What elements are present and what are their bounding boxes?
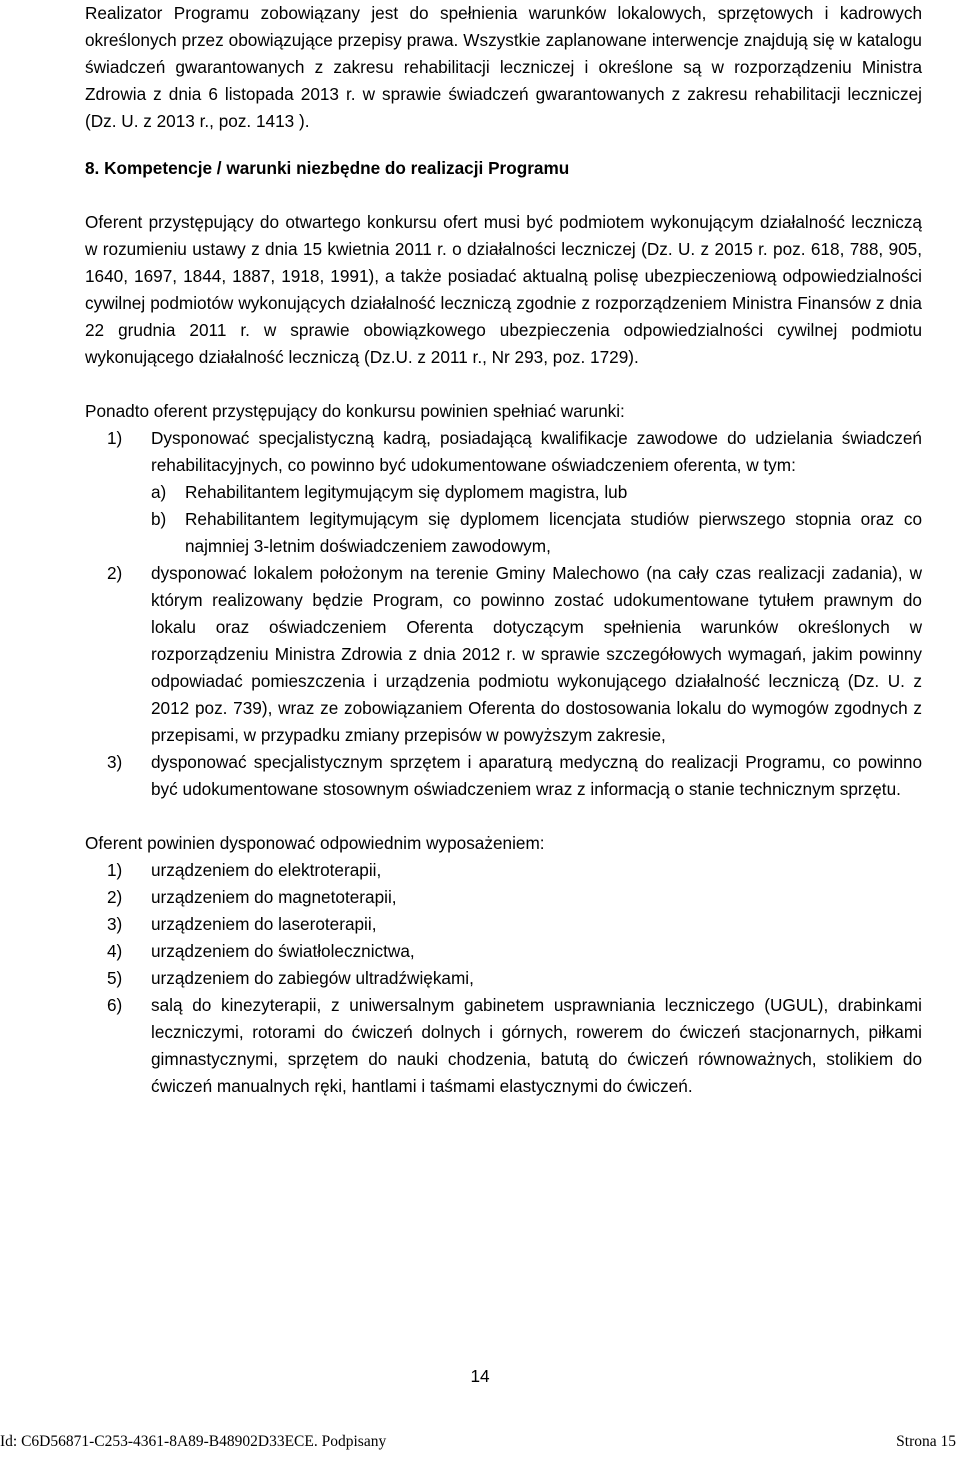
condition-text: Dysponować specjalistyczną kadrą, posiadającą kwalifikacje zawodowe do udzielania świadczeń rehabilitacyjnych, co powinno być udokumentowane oświadczeniem oferenta, w tym: bbox=[151, 428, 922, 475]
conditions-list bbox=[85, 425, 922, 803]
footer-page-label: Strona 15 bbox=[896, 1433, 956, 1450]
equipment-item bbox=[85, 992, 922, 1100]
equipment-number: 5) bbox=[107, 968, 123, 988]
condition-text: dysponować specjalistycznym sprzętem i aparaturą medyczną do realizacji Programu, co powinno być udokumentowane stosownym oświadczeniem wraz z informacją o stanie technicznym sprzętu. bbox=[151, 752, 922, 799]
competence-paragraph: Oferent przystępujący do otwartego konkursu ofert musi być podmiotem wykonującym działalność leczniczą w rozumieniu ustawy z dnia 15 kwietnia 2011 r. o działalności leczniczej (Dz. U. z 2015 r. poz. 618, 788, 905, 1640, 1697, 1844, 1887, 1918, 1991), a także posiadać aktualną polisę ubezpieczeniową odpowiedzialności cywilnej podmiotów wykonujących działalność leczniczą zgodnie z rozporządzeniem Ministra Finansów z dnia 22 grudnia 2011 r. w sprawie obowiązkowego ubezpieczenia odpowiedzialności cywilnej podmiotu wykonującego działalność leczniczą (Dz.U. z 2011 r., Nr 293, poz. 1729). bbox=[85, 212, 922, 367]
condition-subitem bbox=[151, 506, 922, 560]
equipment-number: 2) bbox=[107, 887, 123, 907]
subitem-text: Rehabilitantem legitymującym się dyplomem licencjata studiów pierwszego stopnia oraz co najmniej 3-letnim doświadczeniem zawodowym, bbox=[185, 509, 922, 556]
equipment-item bbox=[85, 965, 922, 992]
equipment-text: urządzeniem do zabiegów ultradźwiękami, bbox=[151, 968, 474, 988]
equipment-intro: Oferent powinien dysponować odpowiednim wyposażeniem: bbox=[85, 833, 545, 853]
condition-sublist bbox=[151, 479, 922, 560]
equipment-item bbox=[85, 911, 922, 938]
condition-number: 2) bbox=[107, 563, 123, 583]
intro-paragraph: Realizator Programu zobowiązany jest do spełnienia warunków lokalowych, sprzętowych i kadrowych określonych przez obowiązujące przepisy prawa. Wszystkie zaplanowane interwencje znajdują się w katalogu świadczeń gwarantowanych z zakresu rehabilitacji leczniczej i określone są w rozporządzeniu Ministra Zdrowia z dnia 6 listopada 2013 r. w sprawie świadczeń gwarantowanych z zakresu rehabilitacji leczniczej (Dz. U. z 2013 r., poz. 1413 ). bbox=[85, 3, 922, 131]
equipment-number: 3) bbox=[107, 914, 123, 934]
equipment-item bbox=[85, 857, 922, 884]
condition-item bbox=[85, 749, 922, 803]
equipment-text: urządzeniem do elektroterapii, bbox=[151, 860, 382, 880]
equipment-number: 1) bbox=[107, 860, 123, 880]
equipment-text: urządzeniem do laseroterapii, bbox=[151, 914, 377, 934]
equipment-number: 6) bbox=[107, 995, 123, 1015]
equipment-item bbox=[85, 938, 922, 965]
condition-item bbox=[85, 425, 922, 560]
condition-text: dysponować lokalem położonym na terenie Gminy Malechowo (na cały czas realizacji zadania), w którym realizowany będzie Program, co powinno zostać udokumentowane tytułem prawnym do lokalu oraz oświadczeniem Oferenta dotyczącym spełnienia warunków określonych w rozporządzeniu Ministra Zdrowia z dnia 2012 r. w sprawie szczegółowych wymagań, jakim powinny odpowiadać pomieszczenia i urządzenia podmiotu wykonującego działalność leczniczą (Dz. U. z 2012 poz. 739), wraz ze zobowiązaniem Oferenta do dostosowania lokalu do wymogów zgodnych z przepisami, w przypadku zmiany przepisów w powyższym zakresie, bbox=[151, 563, 922, 745]
equipment-list bbox=[85, 857, 922, 1100]
condition-number: 3) bbox=[107, 752, 123, 772]
subitem-letter: b) bbox=[151, 509, 167, 529]
subitem-letter: a) bbox=[151, 482, 167, 502]
condition-item bbox=[85, 560, 922, 749]
section-heading: 8. Kompetencje / warunki niezbędne do realizacji Programu bbox=[85, 158, 570, 178]
page-number: 14 bbox=[470, 1366, 490, 1386]
condition-number: 1) bbox=[107, 428, 123, 448]
conditions-intro: Ponadto oferent przystępujący do konkursu powinien spełniać warunki: bbox=[85, 401, 625, 421]
equipment-number: 4) bbox=[107, 941, 123, 961]
equipment-text: salą do kinezyterapii, z uniwersalnym gabinetem usprawniania leczniczego (UGUL), drabinkami leczniczymi, rotorami do ćwiczeń dolnych i górnych, rowerem do ćwiczeń stacjonarnych, piłkami gimnastycznymi, sprzętem do nauki chodzenia, batutą do ćwiczeń równoważnych, stolikiem do ćwiczeń manualnych ręki, hantlami i taśmami elastycznymi do ćwiczeń. bbox=[151, 995, 922, 1096]
equipment-text: urządzeniem do magnetoterapii, bbox=[151, 887, 397, 907]
document-page bbox=[85, 0, 922, 1100]
equipment-item bbox=[85, 884, 922, 911]
equipment-text: urządzeniem do światłolecznictwa, bbox=[151, 941, 415, 961]
subitem-text: Rehabilitantem legitymującym się dyplomem magistra, lub bbox=[185, 482, 628, 502]
footer-signature-id: Id: C6D56871-C253-4361-8A89-B48902D33ECE. Podpisany bbox=[0, 1433, 387, 1450]
condition-subitem bbox=[151, 479, 922, 506]
document-footer bbox=[0, 1433, 960, 1459]
